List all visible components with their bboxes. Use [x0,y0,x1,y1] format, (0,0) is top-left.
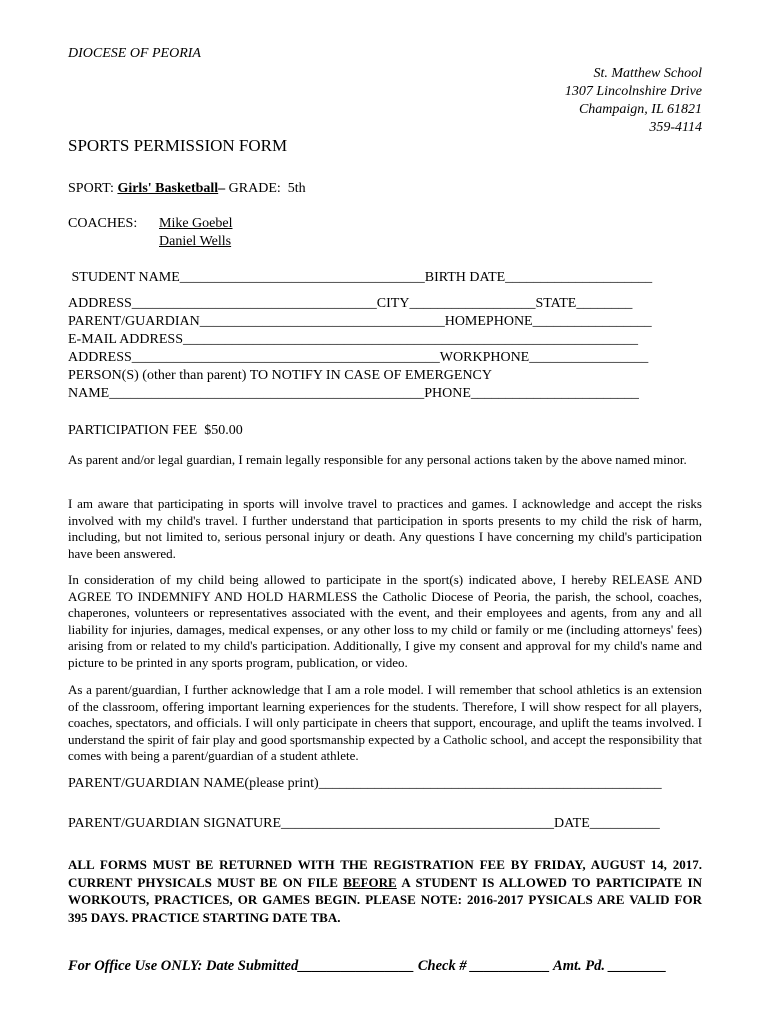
coach-name-2: Daniel Wells [159,234,232,249]
sport-separator: – [218,181,229,196]
return-forms-notice [68,856,702,926]
coach-name-1: Mike Goebel [159,216,233,231]
diocese-header: DIOCESE OF PEORIA [68,46,201,61]
release-paragraph: In consideration of my child being allowed to participate in the sport(s) indicated above, I hereby RELEASE AND AGREE TO INDEMNIFY AND HOLD HARMLESS the Catholic Diocese of Peoria, the parish, the school, coaches, chaperones, volunteers or representatives associated with the event, and their employees and agents, from any and all liability for injuries, damages, medical expenses, or any other loss to my child or family or me (including attorneys' fees) arising from or related to my child's participation. Additionally, I give my consent and approval for my child's name and picture to be printed in any sports program, publication, or video. [68,572,702,670]
school-city-state-zip: Champaign, IL 61821 [578,102,702,117]
address-workphone-field[interactable]: ADDRESS____________________________________________WORKPHONE_________________ [68,350,649,365]
sport-line [68,181,306,197]
emergency-heading: PERSON(S) (other than parent) TO NOTIFY IN CASE OF EMERGENCY [68,368,492,383]
parent-signature-date-field[interactable]: PARENT/GUARDIAN SIGNATURE_______________________________________DATE__________ [68,816,660,831]
notice-part-2: A STUDENT IS ALLOWED TO PARTICIPATE IN WORKOUTS, PRACTICES, OR GAMES BEGIN. PLEASE NOTE: 2016-2017 PYSICALS ARE VALID FOR 395 DAYS. PRACTICE STARTING DATE TBA. [68,874,702,925]
school-phone: 359-4114 [649,120,702,135]
travel-risk-paragraph: I am aware that participating in sports will involve travel to practices and games. I acknowledge and accept the risks involved with my child's travel. I further understand that participation in sports presents to my child the risk of harm, including, but not limited to, serious personal injury or death. Any questions I have concerning my child's participation have been answered. [68,496,702,561]
sport-value: Girls' Basketball [117,181,219,196]
liability-paragraph: As parent and/or legal guardian, I remain legally responsible for any personal actions taken by the above named minor. [68,452,687,467]
sport-label: SPORT: [68,181,118,196]
form-title: SPORTS PERMISSION FORM [68,136,288,155]
coaches-label: COACHES: [68,216,138,231]
notice-part-1: ALL FORMS MUST BE RETURNED WITH THE REGISTRATION FEE BY FRIDAY, AUGUST 14, 2017. CURRENT PHYSICALS MUST BE ON FILE [68,857,702,890]
grade-value: 5th [287,181,306,196]
school-name: St. Matthew School [593,66,702,81]
student-name-field[interactable]: STUDENT NAME___________________________________BIRTH DATE_____________________ [68,270,653,285]
participation-fee: PARTICIPATION FEE $50.00 [68,423,243,438]
parent-name-print-field[interactable]: PARENT/GUARDIAN NAME(please print)_________________________________________________ [68,776,662,791]
role-model-paragraph: As a parent/guardian, I further acknowledge that I am a role model. I will remember that school athletics is an extension of the classroom, offering important learning experiences for the students. Therefore, I will show respect for all players, coaches, spectators, and officials. I will only participate in cheers that support, encourage, and uplift the teams involved. I understand the spirit of fair play and good sportsmanship expected by a Catholic school, and accept the responsibility that comes with being a parent/guardian of a student athlete. [68,682,702,764]
email-address-field[interactable]: E-MAIL ADDRESS_________________________________________________________________ [68,332,638,347]
address-city-state-field[interactable]: ADDRESS___________________________________CITY__________________STATE________ [68,296,633,311]
emergency-name-phone-field[interactable]: NAME_____________________________________________PHONE________________________ [68,386,639,401]
office-use-line[interactable]: For Office Use ONLY: Date Submitted________________ Check # ___________ Amt. Pd. ________ [68,958,667,974]
grade-label: GRADE: [228,181,288,196]
parent-homephone-field[interactable]: PARENT/GUARDIAN___________________________________HOMEPHONE_________________ [68,314,652,329]
notice-emphasis: BEFORE [343,874,397,890]
school-street: 1307 Lincolnshire Drive [564,84,702,99]
